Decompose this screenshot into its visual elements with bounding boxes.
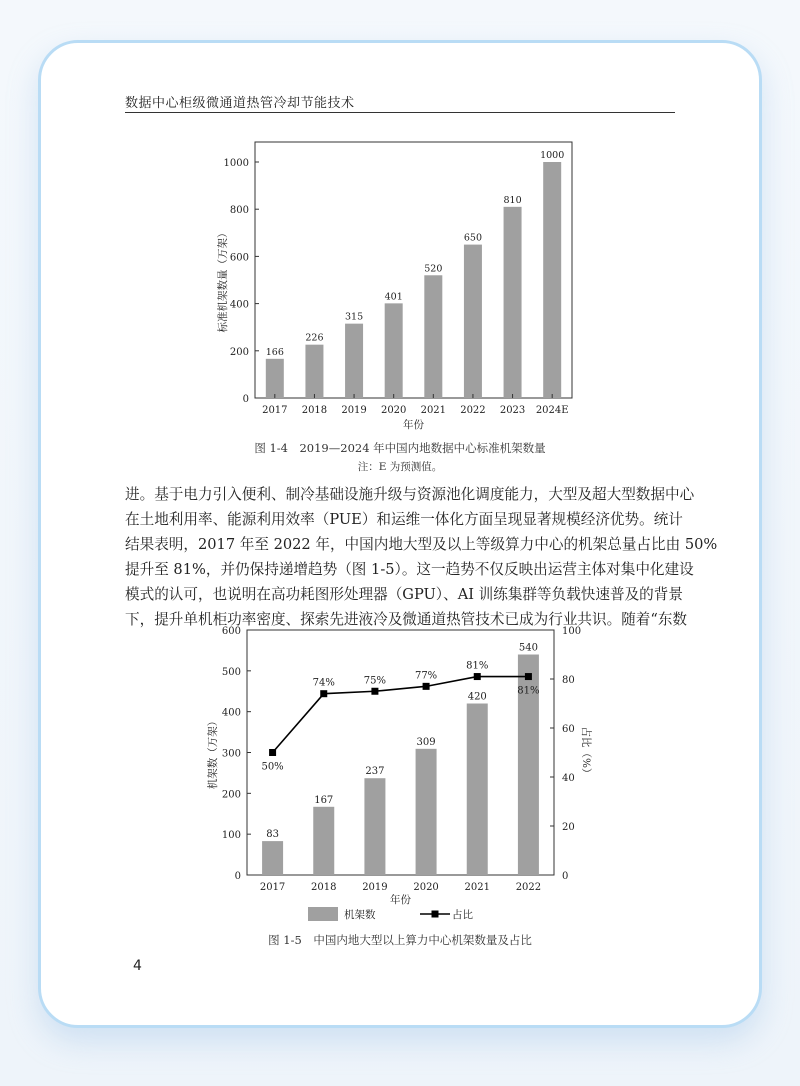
line-marker bbox=[371, 688, 378, 695]
page-number: 4 bbox=[133, 958, 142, 974]
line-marker bbox=[269, 749, 276, 756]
bar-value-label: 1000 bbox=[540, 150, 565, 161]
x-tick-label: 2018 bbox=[311, 882, 337, 893]
y2-tick-label: 60 bbox=[562, 724, 575, 735]
y-tick-label: 1000 bbox=[223, 158, 249, 169]
line-marker bbox=[525, 673, 532, 680]
x-tick-label: 2023 bbox=[499, 405, 526, 416]
line-value-label: 74% bbox=[312, 677, 335, 689]
text-line: 进。基于电力引入便利、制冷基础设施升级与资源池化调度能力，大型及超大型数据中心 bbox=[125, 486, 695, 503]
y-tick-label: 400 bbox=[221, 707, 241, 719]
bar-value-label: 226 bbox=[305, 332, 324, 344]
bar-value-label: 810 bbox=[503, 194, 522, 206]
line-marker bbox=[320, 690, 327, 697]
x-axis-label: 年份 bbox=[390, 894, 411, 906]
x-tick-label: 2024E bbox=[535, 405, 569, 416]
y-tick-label: 200 bbox=[229, 346, 249, 358]
line-marker bbox=[423, 683, 430, 690]
bar bbox=[467, 704, 488, 876]
y-tick-label: 400 bbox=[229, 299, 249, 311]
x-tick-label: 2020 bbox=[380, 405, 407, 416]
y-tick-label: 300 bbox=[221, 748, 241, 760]
x-tick-label: 2020 bbox=[413, 882, 439, 893]
bar-value-label: 315 bbox=[344, 311, 364, 323]
legend-bar-swatch bbox=[308, 907, 338, 921]
y-tick-label: 600 bbox=[229, 252, 249, 264]
text-line: 下，提升单机柜功率密度、探索先进液冷及微通道热管技术已成为行业共识。随着“东数 bbox=[125, 611, 688, 628]
y-tick-label: 0 bbox=[242, 394, 249, 405]
running-header: 数据中心柜级微通道热管冷却节能技术 bbox=[125, 96, 355, 111]
y2-tick-label: 20 bbox=[562, 822, 575, 833]
text-line: 结果表明，2017 年至 2022 年，中国内地大型及以上等级算力中心的机架总量占比由 50% bbox=[125, 536, 718, 553]
bar bbox=[313, 807, 334, 875]
y2-tick-label: 0 bbox=[562, 871, 569, 882]
line-value-label: 50% bbox=[261, 761, 284, 773]
x-tick-label: 2022 bbox=[460, 405, 486, 416]
y-tick-label: 600 bbox=[221, 626, 241, 637]
x-axis-label: 年份 bbox=[403, 419, 424, 431]
y-tick-label: 100 bbox=[221, 830, 241, 842]
x-tick-label: 2018 bbox=[301, 405, 328, 416]
bar-value-label: 83 bbox=[266, 829, 279, 841]
bar bbox=[364, 778, 385, 875]
legend-bar-label: 机架数 bbox=[344, 909, 376, 921]
y-axis-label: 标准机架数量（万架） bbox=[217, 227, 229, 333]
line-value-label: 75% bbox=[363, 675, 387, 687]
bar-value-label: 237 bbox=[365, 766, 385, 778]
x-tick-label: 2019 bbox=[341, 405, 367, 416]
bar-value-label: 540 bbox=[518, 642, 538, 654]
x-tick-label: 2017 bbox=[262, 405, 288, 416]
line-value-label: 77% bbox=[414, 670, 438, 682]
bar-value-label: 166 bbox=[265, 346, 284, 358]
line-value-label: 81% bbox=[517, 685, 540, 697]
bar bbox=[416, 749, 437, 875]
y2-tick-label: 40 bbox=[562, 773, 575, 784]
y-tick-label: 800 bbox=[229, 205, 249, 217]
y2-tick-label: 80 bbox=[562, 675, 575, 686]
bar-value-label: 309 bbox=[416, 736, 436, 748]
figure-1-5-caption: 图 1-5 中国内地大型以上算力中心机架数量及占比 bbox=[268, 933, 532, 947]
x-tick-label: 2021 bbox=[420, 405, 447, 416]
text-line: 模式的认可，也说明在高功耗图形处理器（GPU）、AI 训练集群等负载快速普及的背景 bbox=[125, 586, 683, 603]
y-tick-label: 0 bbox=[234, 871, 241, 882]
x-tick-label: 2021 bbox=[464, 882, 490, 893]
figure-1-4-caption: 图 1-4 2019—2024 年中国内地数据中心标准机架数量 bbox=[254, 441, 546, 455]
legend-line-marker bbox=[432, 911, 439, 918]
bar-value-label: 520 bbox=[424, 263, 443, 275]
plot-frame bbox=[247, 630, 554, 875]
line-value-label: 81% bbox=[466, 660, 489, 672]
x-tick-label: 2017 bbox=[259, 882, 286, 893]
text-line: 提升至 81%，并仍保持递增趋势（图 1-5）。这一趋势不仅反映出运营主体对集中化建设 bbox=[125, 561, 694, 578]
bar-value-label: 401 bbox=[384, 291, 403, 303]
line-marker bbox=[474, 673, 481, 680]
y2-tick-label: 100 bbox=[562, 626, 582, 637]
line-series bbox=[273, 677, 529, 753]
bar bbox=[262, 841, 283, 875]
text-line: 在土地利用率、能源利用效率（PUE）和运维一体化方面呈现显著规模经济优势。统计 bbox=[125, 511, 683, 528]
x-tick-label: 2022 bbox=[515, 882, 542, 893]
bar-value-label: 420 bbox=[467, 691, 487, 703]
y-tick-label: 200 bbox=[221, 789, 241, 801]
bar-value-label: 167 bbox=[314, 794, 334, 806]
y2-axis-label: 占比（%） bbox=[580, 726, 592, 779]
bar-value-label: 650 bbox=[463, 232, 483, 244]
y-tick-label: 500 bbox=[221, 666, 241, 678]
y-axis-label: 机架数（万架） bbox=[207, 715, 219, 790]
figure-1-4-note: 注：E 为预测值。 bbox=[357, 461, 443, 473]
legend-line-label: 占比 bbox=[452, 909, 473, 921]
x-tick-label: 2019 bbox=[362, 882, 388, 893]
